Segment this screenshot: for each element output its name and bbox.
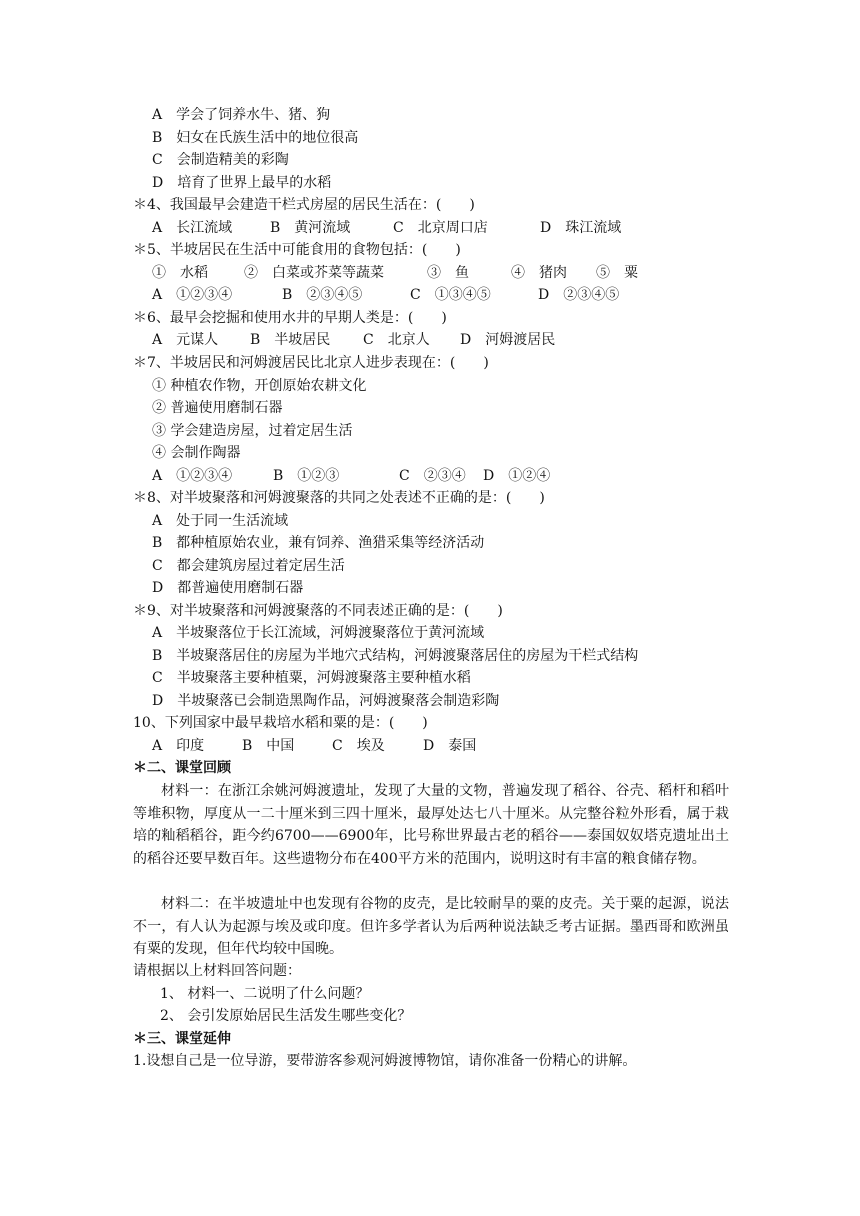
q4-stem: ＊4、我国最早会建造干栏式房屋的居民生活在：( ) [133,197,475,213]
q5-options [152,285,619,305]
q10-options [152,736,476,756]
answer-prompt: 请根据以上材料回答问题： [133,963,301,979]
q6-stem: ＊6、最早会挖掘和使用水井的早期人类是：( ) [133,310,447,326]
material-1-text: 材料一：在浙江余姚河姆渡遗址，发现了大量的文物，普遍发现了稻谷、谷壳、稻杆和稻叶等堆积物，厚度从一二十厘米到三四十厘米，最厚处达七八十厘米。从完整谷粒外形看，属于栽培的籼稻稻谷，距今约6700——6900年，比号称世界最古老的稻谷——泰国奴奴塔克遗址出土的稻谷还要早数百年。这些遗物分布在400平方米的范围内，说明这时有丰富的粮食储存物。 [133,783,729,867]
q3-option-a: A 学会了饲养水牛、猪、狗 [152,107,331,123]
q5-item-2: ② 白菜或芥菜等蔬菜 [244,265,384,281]
q4-option-d: D 珠江流域 [540,220,622,236]
q6-option-d: D 河姆渡居民 [460,332,556,348]
q9-option-d: D 半坡聚落已会制造黑陶作品，河姆渡聚落会制造彩陶 [152,693,500,709]
material-2-text: 材料二：在半坡遗址中也发现有谷物的皮壳，是比较耐旱的粟的皮壳。关于粟的起源，说法不一，有人认为起源与埃及或印度。但许多学者认为后两种说法缺乏考古证据。墨西哥和欧洲虽有粟的发现，但年代均较中国晚。 [133,896,729,957]
q7-option-c: C ②③④ [399,468,466,484]
material-2 [133,893,729,961]
q7-item-3: ③ 学会建造房屋，过着定居生活 [152,423,353,439]
q5-stem: ＊5、半坡居民在生活中可能食用的食物包括：( ) [133,242,461,258]
q8-option-c: C 都会建筑房屋过着定居生活 [152,558,345,574]
q10-option-d: D 泰国 [423,738,477,754]
q7-option-d: D ①②④ [483,468,551,484]
q6-option-b: B 半坡居民 [250,332,331,348]
q9-option-c: C 半坡聚落主要种植粟，河姆渡聚落主要种植水稻 [152,670,471,686]
q10-stem: 10、下列国家中最早栽培水稻和粟的是：( ) [133,715,428,731]
q5-option-a: A ①②③④ [152,287,233,303]
q7-options [152,466,550,486]
q4-option-b: B 黄河流域 [270,220,351,236]
q7-stem: ＊7、半坡居民和河姆渡居民比北京人进步表现在：( ) [133,355,489,371]
material-1 [133,780,729,870]
q10-option-b: B 中国 [242,738,295,754]
q5-item-1: ① 水稻 [152,265,208,281]
q9-stem: ＊9、对半坡聚落和河姆渡聚落的不同表述正确的是：( ) [133,603,503,619]
q7-item-4: ④ 会制作陶器 [152,445,241,461]
q8-stem: ＊8、对半坡聚落和河姆渡聚落的共同之处表述不正确的是：( ) [133,490,545,506]
q7-item-2: ② 普遍使用磨制石器 [152,400,283,416]
q5-items [152,263,638,283]
q5-option-b: B ②③④⑤ [282,287,363,303]
q5-item-5: ⑤ 粟 [596,265,638,281]
q3-option-c: C 会制造精美的彩陶 [152,152,289,168]
q8-option-d: D 都普遍使用磨制石器 [152,580,304,596]
q4-options [152,218,621,238]
q5-option-d: D ②③④⑤ [538,287,620,303]
section-3-heading: ＊三、课堂延伸 [133,1031,231,1047]
q5-item-4: ④ 猪肉 [511,265,567,281]
q3-option-b: B 妇女在氏族生活中的地位很高 [152,130,359,146]
q4-option-a: A 长江流域 [152,220,233,236]
q5-option-c: C ①③④⑤ [410,287,491,303]
q9-option-b: B 半坡聚落居住的房屋为半地穴式结构，河姆渡聚落居住的房屋为干栏式结构 [152,648,639,664]
q7-option-b: B ①②③ [273,468,340,484]
q7-item-1: ① 种植农作物，开创原始农耕文化 [152,378,367,394]
q3-option-d: D 培育了世界上最早的水稻 [152,175,332,191]
q8-option-a: A 处于同一生活流域 [152,513,289,529]
section-2-heading: ＊二、课堂回顾 [133,760,231,776]
q4-option-c: C 北京周口店 [393,220,488,236]
q9-option-a: A 半坡聚落位于长江流域，河姆渡聚落位于黄河流域 [152,625,485,641]
q10-option-a: A 印度 [152,738,205,754]
review-question-2: 2、 会引发原始居民生活发生哪些变化？ [160,1008,412,1024]
q6-options [152,330,555,350]
q5-item-3: ③ 鱼 [427,265,469,281]
q10-option-c: C 埃及 [332,738,385,754]
review-question-1: 1、 材料一、二说明了什么问题？ [160,986,370,1002]
extension-task: 1.设想自己是一位导游，要带游客参观河姆渡博物馆，请你准备一份精心的讲解。 [133,1053,637,1069]
q7-option-a: A ①②③④ [152,468,233,484]
q6-option-c: C 北京人 [363,332,430,348]
q6-option-a: A 元谋人 [152,332,219,348]
q8-option-b: B 都种植原始农业，兼有饲养、渔猎采集等经济活动 [152,535,485,551]
